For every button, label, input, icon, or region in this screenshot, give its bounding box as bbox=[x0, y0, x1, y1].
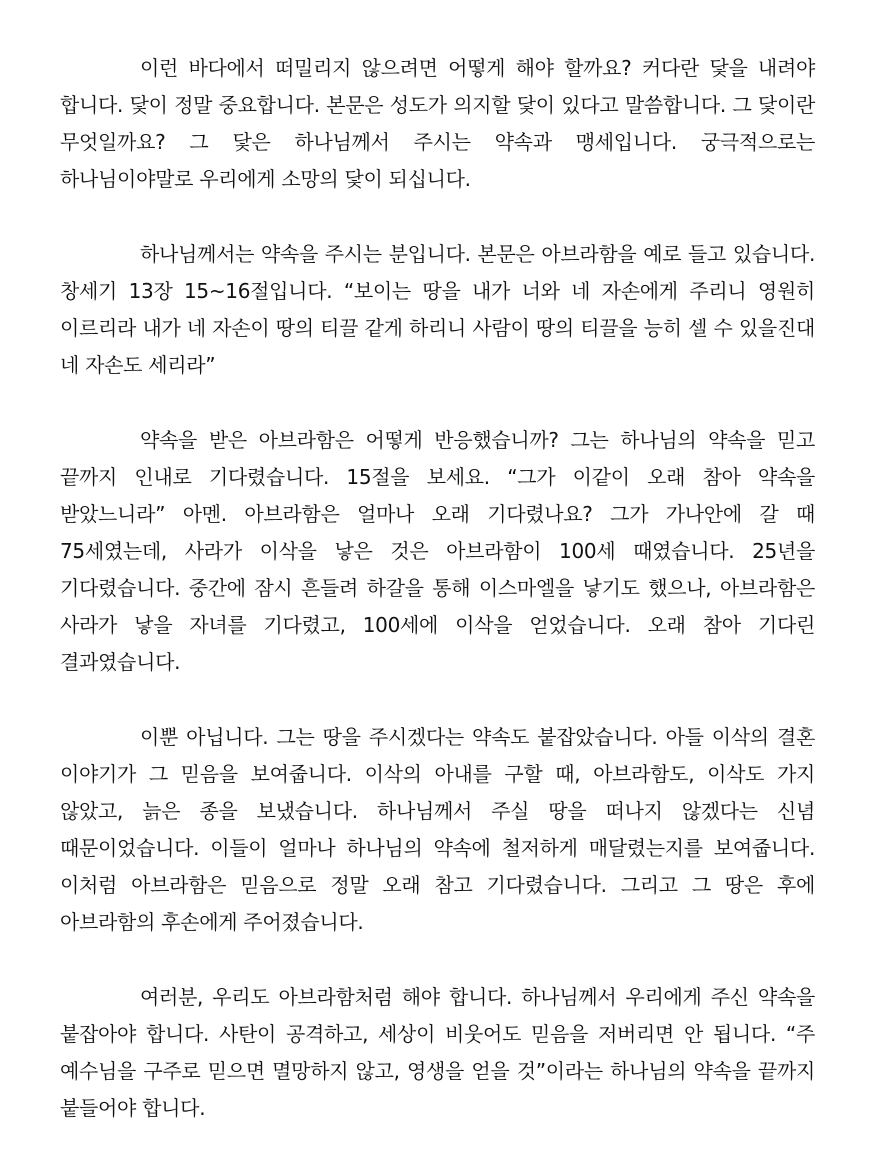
paragraph-hold-to-promise: 여러분, 우리도 아브라함처럼 해야 합니다. 하나님께서 우리에게 주신 약속을 붙잡아야 합니다. 사탄이 공격하고, 세상이 비웃어도 믿음을 저버리면 안 됩니다. “주 예수님을 구주로 믿으면 멸망하지 않고, 영생을 얻을 것”이라는 하나님의 약속을 끝까지 붙들어야 합니다. bbox=[60, 985, 815, 1120]
paragraph-god-gives-promises: 하나님께서는 약속을 주시는 분입니다. 본문은 아브라함을 예로 들고 있습니다. 창세기 13장 15~16절입니다. “보이는 땅을 내가 너와 네 자손에게 주리니 영원히 이르리라 내가 네 자손이 땅의 티끌 같게 하리니 사람이 땅의 티끌을 능히 셀 수 있을진대 네 자손도 세리라” bbox=[60, 242, 815, 377]
paragraph-anchor-of-hope: 이런 바다에서 떠밀리지 않으려면 어떻게 해야 할까요? 커다란 닻을 내려야 합니다. 닻이 정말 중요합니다. 본문은 성도가 의지할 닻이 있다고 말씀합니다. 그 닻이란 무엇일까요? 그 닻은 하나님께서 주시는 약속과 맹세입니다. 궁극적으로는 하나님이야말로 우리에게 소망의 닻이 되십니다. bbox=[60, 56, 815, 191]
paragraph-promise-of-land: 이뿐 아닙니다. 그는 땅을 주시겠다는 약속도 붙잡았습니다. 아들 이삭의 결혼 이야기가 그 믿음을 보여줍니다. 이삭의 아내를 구할 때, 아브라함도, 이삭도 가지 않았고, 늙은 종을 보냈습니다. 하나님께서 주실 땅을 떠나지 않겠다는 신념 때문이었습니다. 이들이 얼마나 하나님의 약속에 철저하게 매달렸는지를 보여줍니다. 이처럼 아브라함은 믿음으로 정말 오래 참고 기다렸습니다. 그리고 그 땅은 후에 아브라함의 후손에게 주어졌습니다. bbox=[60, 725, 815, 934]
paragraph-abraham-waited: 약속을 받은 아브라함은 어떻게 반응했습니까? 그는 하나님의 약속을 믿고 끝까지 인내로 기다렸습니다. 15절을 보세요. “그가 이같이 오래 참아 약속을 받았느니라” 아멘. 아브라함은 얼마나 오래 기다렸나요? 그가 가나안에 갈 때 75세였는데, 사라가 이삭을 낳은 것은 아브라함이 100세 때였습니다. 25년을 기다렸습니다. 중간에 잠시 흔들려 하갈을 통해 이스마엘을 낳기도 했으나, 아브라함은 사라가 낳을 자녀를 기다렸고, 100세에 이삭을 얻었습니다. 오래 참아 기다린 결과였습니다. bbox=[60, 428, 815, 674]
document-body bbox=[60, 50, 815, 1165]
